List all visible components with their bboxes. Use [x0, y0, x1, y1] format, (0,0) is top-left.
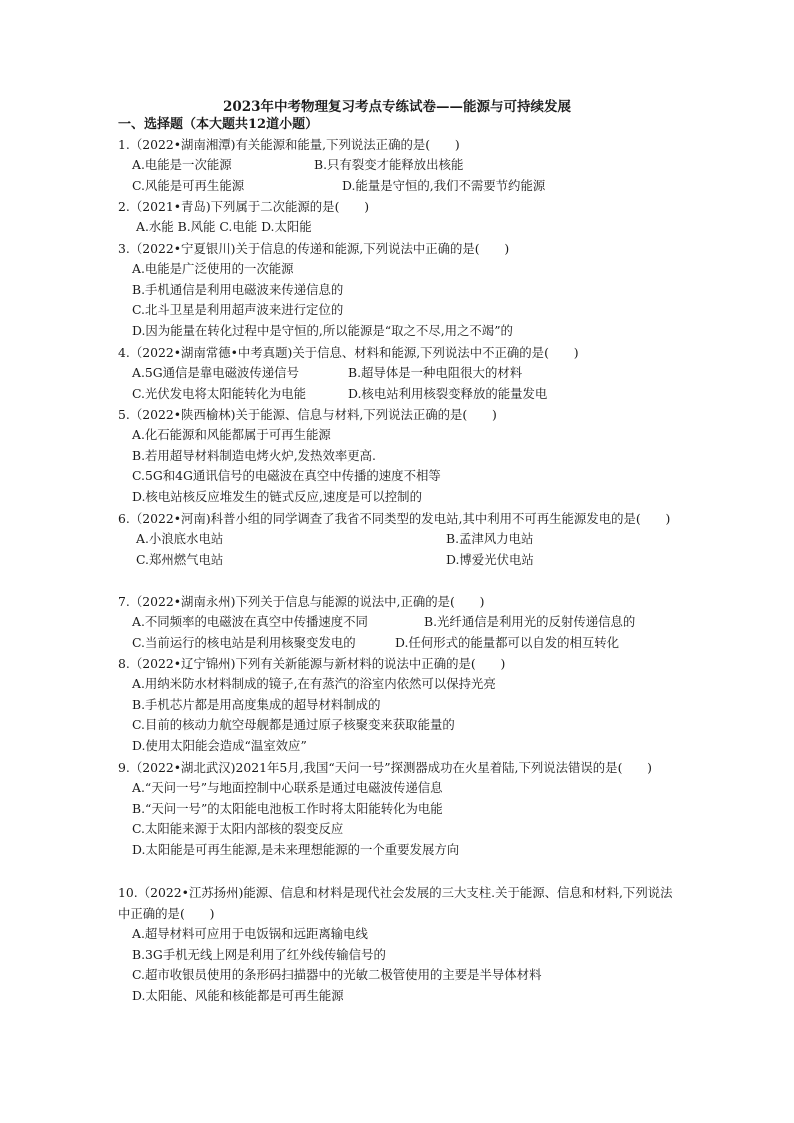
option-row [118, 425, 683, 446]
option-row [118, 819, 683, 840]
option-a: A.不同频率的电磁波在真空中传播速度不同 [132, 614, 368, 629]
option-d: D.能量是守恒的,我们不需要节约能源 [342, 177, 546, 193]
option-b: B.超导体是一种电阻很大的材料 [348, 365, 523, 380]
option-b: B.孟津风力电站 [446, 531, 534, 546]
option-row [118, 384, 683, 405]
question-3 [118, 238, 683, 341]
section-heading: 一、选择题（本大题共12道小题） [118, 117, 319, 132]
option-row [118, 674, 683, 695]
option-row [118, 446, 683, 467]
option-b: B.手机通信是利用电磁波来传递信息的 [132, 281, 344, 297]
option-row [118, 736, 683, 757]
question-stem: 7.（2022•湖南永州)下列关于信息与能源的说法中,正确的是( ) [118, 594, 485, 609]
option-row [118, 363, 683, 384]
option-a: A.5G通信是靠电磁波传递信号 [132, 365, 299, 380]
option-d: D.任何形式的能量都可以自发的相互转化 [395, 634, 620, 650]
option-d: D.因为能量在转化过程中是守恒的,所以能源是“取之不尽,用之不竭”的 [132, 322, 513, 338]
option-row [118, 529, 683, 550]
option-d: D.太阳能、风能和核能都是可再生能源 [132, 987, 344, 1003]
option-a: A.用纳米防水材料制成的镜子,在有蒸汽的浴室内依然可以保持光亮 [132, 676, 496, 691]
question-stem: 8.（2022•辽宁锦州)下列有关新能源与新材料的说法中正确的是( ) [118, 656, 506, 671]
option-row [118, 799, 683, 820]
option-row [118, 259, 683, 280]
question-1 [118, 134, 683, 196]
option-d: D.博爱光伏电站 [446, 551, 534, 567]
question-stem: 3.（2022•宁夏银川)关于信息的传递和能源,下列说法中正确的是( ) [118, 241, 510, 256]
option-b: B.“天问一号”的太阳能电池板工作时将太阳能转化为电能 [132, 800, 443, 816]
option-row [118, 715, 683, 736]
question-stem: 2.（2021•青岛)下列属于二次能源的是( ) [118, 199, 370, 214]
option-c: C.光伏发电将太阳能转化为电能 [132, 385, 307, 401]
option-row [118, 487, 683, 508]
option-row [118, 778, 683, 799]
option-row [118, 945, 683, 966]
option-row [118, 965, 683, 986]
option-row [118, 695, 683, 716]
option-row [118, 612, 683, 633]
option-row [118, 321, 683, 342]
question-9 [118, 757, 683, 860]
question-4 [118, 342, 683, 404]
question-2 [118, 196, 683, 238]
option-a: A.“天问一号”与地面控制中心联系是通过电磁波传递信息 [132, 780, 443, 795]
option-row [118, 840, 683, 861]
option-row [118, 986, 683, 1007]
option-c: C.超市收银员使用的条形码扫描器中的光敏二极管使用的主要是半导体材料 [132, 967, 542, 983]
option-c: C.北斗卫星是利用超声波来进行定位的 [132, 302, 344, 318]
option-row [118, 633, 683, 654]
option-b: B.若用超导材料制造电烤火炉,发热效率更高. [132, 447, 376, 463]
option-row [118, 550, 683, 571]
question-5 [118, 404, 683, 507]
question-stem: 1.（2022•湖南湘潭)有关能源和能量,下列说法正确的是( ) [118, 137, 460, 152]
option-c: C.郑州燃气电站 [136, 551, 224, 567]
option-row [118, 280, 683, 301]
option-b: B.只有裂变才能释放出核能 [314, 157, 464, 172]
option-d: D.核电站利用核裂变释放的能量发电 [348, 385, 548, 401]
option-a: A.化石能源和风能都属于可再生能源 [132, 427, 331, 442]
question-10 [118, 882, 683, 1006]
option-row [118, 924, 683, 945]
option-a: A.超导材料可应用于电饭锅和远距离输电线 [132, 926, 368, 941]
question-stem: 9.（2022•湖北武汉)2021年5月,我国“天问一号”探测器成功在火星着陆,下列说法错误的是( ) [118, 760, 653, 775]
option-a: A.电能是一次能源 [132, 157, 232, 172]
option-d: D.使用太阳能会造成“温室效应” [132, 737, 307, 753]
option-line: A.水能 B.风能 C.电能 D.太阳能 [136, 219, 312, 234]
question-stem: 6.（2022•河南)科普小组的同学调查了我省不同类型的发电站,其中利用不可再生能源发电的是( ) [118, 511, 671, 526]
option-a: A.小浪底水电站 [136, 531, 224, 546]
option-row [118, 176, 683, 197]
question-7 [118, 591, 683, 653]
page-title: 2023年中考物理复习考点专练试卷——能源与可持续发展 [222, 99, 572, 115]
option-c: C.当前运行的核电站是利用核聚变发电的 [132, 634, 356, 650]
option-row [118, 217, 683, 238]
question-8 [118, 653, 683, 756]
option-d: D.太阳能是可再生能源,是未来理想能源的一个重要发展方向 [132, 841, 460, 857]
option-c: C.风能是可再生能源 [132, 177, 245, 193]
option-b: B.光纤通信是利用光的反射传递信息的 [424, 614, 636, 629]
question-6 [118, 508, 683, 570]
option-row [118, 300, 683, 321]
option-b: B.3G手机无线上网是利用了红外线传输信号的 [132, 946, 386, 962]
question-stem: 10.（2022•江苏扬州)能源、信息和材料是现代社会发展的三大支柱.关于能源、信息和材料,下列说法中正确的是( ) [118, 885, 673, 921]
option-row [118, 466, 683, 487]
option-row [118, 155, 683, 176]
option-c: C.太阳能来源于太阳内部核的裂变反应 [132, 821, 344, 837]
option-b: B.手机芯片都是用高度集成的超导材料制成的 [132, 696, 381, 712]
option-a: A.电能是广泛使用的一次能源 [132, 261, 294, 276]
question-stem: 5.（2022•陕西榆林)关于能源、信息与材料,下列说法正确的是( ) [118, 407, 497, 422]
option-d: D.核电站核反应堆发生的链式反应,速度是可以控制的 [132, 488, 422, 504]
option-c: C.目前的核动力航空母舰都是通过原子核聚变来获取能量的 [132, 717, 455, 733]
question-stem: 4.（2022•湖南常德•中考真题)关于信息、材料和能源,下列说法中不正确的是( ) [118, 345, 579, 360]
option-c: C.5G和4G通讯信号的电磁波在真空中传播的速度不相等 [132, 468, 441, 484]
